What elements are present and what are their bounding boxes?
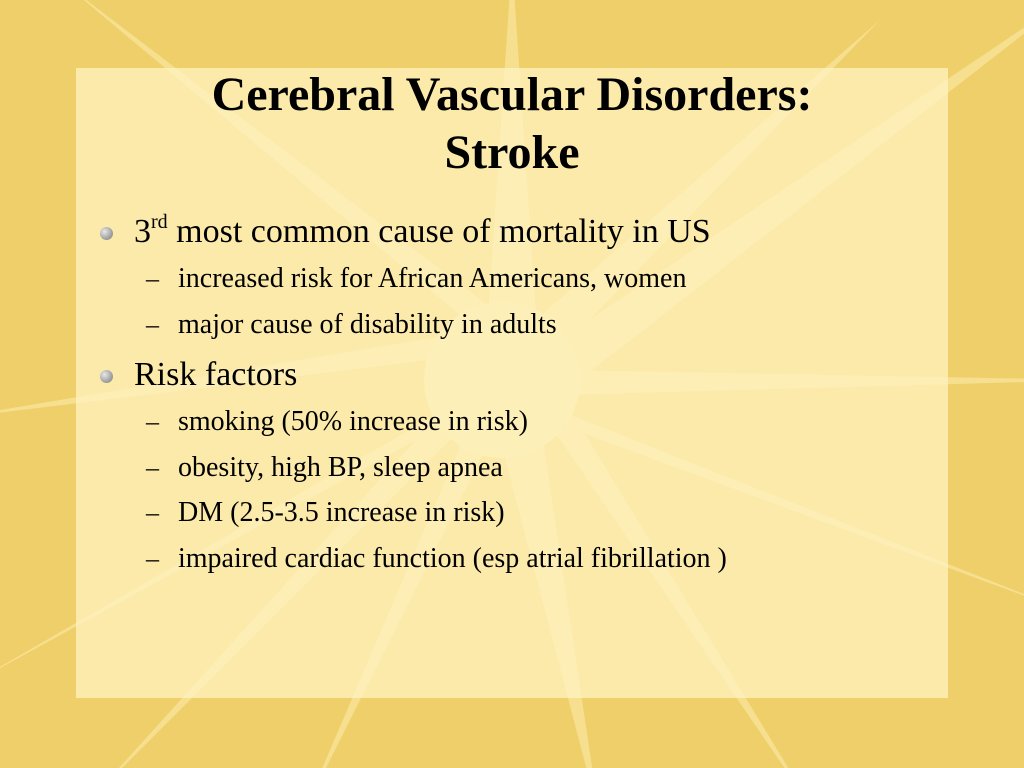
bullet-text: Risk factors: [134, 356, 298, 393]
dash-icon: –: [146, 498, 159, 527]
bullet-dot-icon: [100, 227, 113, 240]
sub-bullet-text: impaired cardiac function (esp atrial fibrillation ): [178, 542, 727, 574]
bullet-content: [96, 208, 926, 585]
bullet-list: [96, 208, 926, 581]
sublist-container: [96, 256, 926, 347]
sub-bullet-list: [96, 399, 926, 581]
sub-bullet-text: obesity, high BP, sleep apnea: [178, 451, 503, 483]
sub-bullet-item: [96, 445, 926, 491]
bullet-item-mortality: [96, 208, 926, 256]
sub-bullet-item: [96, 490, 926, 536]
bullet-dot-icon: [100, 370, 113, 383]
title-line-2: Stroke: [444, 126, 580, 179]
sub-bullet-text: major cause of disability in adults: [178, 308, 557, 340]
bullet-text: most common cause of mortality in US: [167, 213, 711, 250]
sub-bullet-text: smoking (50% increase in risk): [178, 406, 528, 437]
slide-title: [76, 66, 948, 182]
title-line-1: Cerebral Vascular Disorders:: [211, 68, 813, 121]
dash-icon: –: [146, 543, 159, 573]
sub-bullet-item: [96, 536, 926, 582]
dash-icon: –: [146, 309, 159, 339]
sub-bullet-item: [96, 399, 926, 445]
bullet-number: 3: [134, 213, 151, 250]
sublist-container: [96, 399, 926, 581]
dash-icon: –: [146, 452, 159, 482]
bullet-item-risk-factors: [96, 351, 926, 399]
dash-icon: –: [146, 264, 159, 293]
sub-bullet-item: [96, 256, 926, 302]
sub-bullet-text: increased risk for African Americans, women: [178, 263, 687, 294]
dash-icon: –: [146, 407, 159, 436]
bullet-superscript: rd: [151, 211, 168, 233]
sub-bullet-text: DM (2.5-3.5 increase in risk): [178, 497, 505, 528]
sub-bullet-item: [96, 302, 926, 348]
sub-bullet-list: [96, 256, 926, 347]
